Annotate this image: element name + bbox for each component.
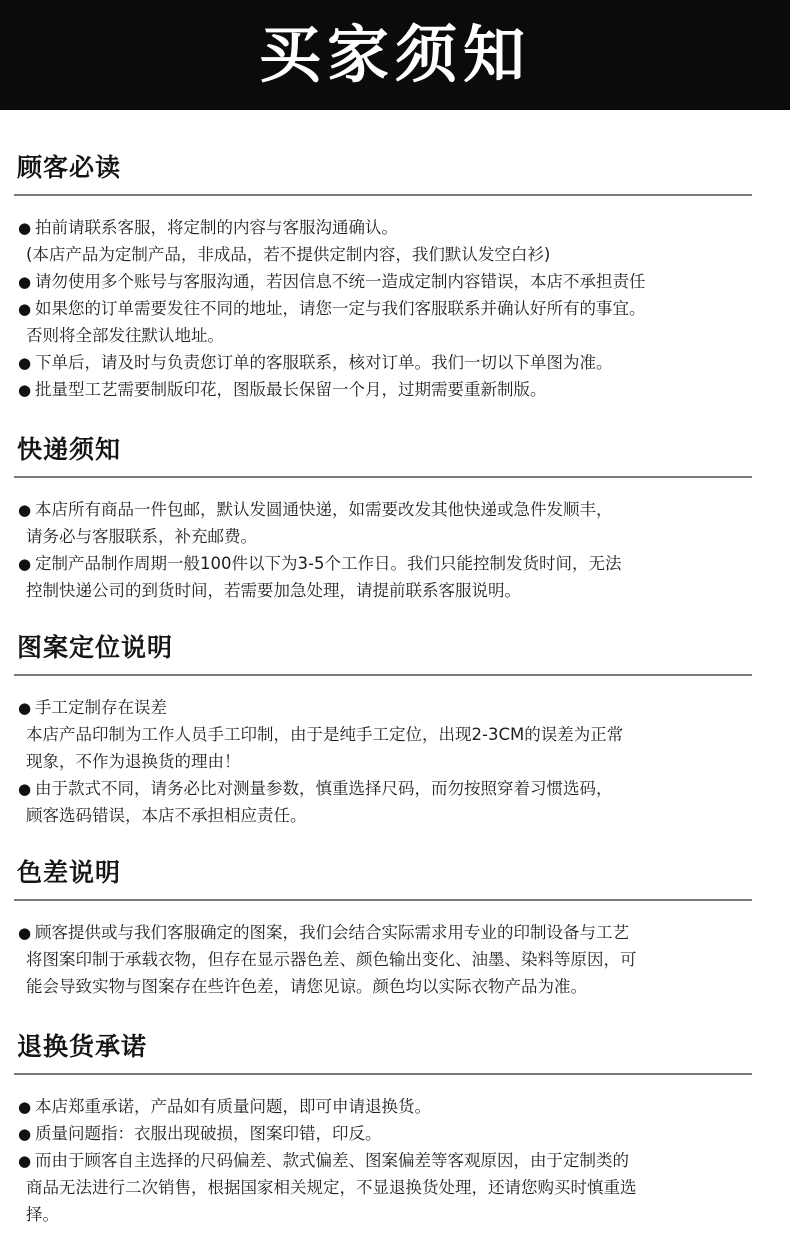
continuation-line: (本店产品为定制产品，非成品，若不提供定制内容，我们默认发空白衫) [26,245,551,264]
section-color-difference [0,857,790,1007]
section-lines [18,214,778,403]
bullet-dot-icon: ● [18,924,32,942]
header-banner [0,0,790,110]
bullet-line: ● 如果您的订单需要发往不同的地址，请您一定与我们客服联系并确认好所有的事宜。 [18,295,778,322]
continuation-line: 否则将全部发往默认地址。 [26,326,224,345]
bullet-line: ● 顾客提供或与我们客服确定的图案，我们会结合实际需求用专业的印制设备与工艺 [18,919,778,946]
bullet-line: ● 质量问题指：衣服出现破损，图案印错，印反。 [18,1120,778,1147]
section-divider [14,1073,752,1075]
section-return-promise [0,1031,790,1246]
continuation-line: 商品无法进行二次销售，根据国家相关规定，不显退换货处理，还请您购买时慎重选 [26,1178,637,1197]
page-title: 买家须知 [258,18,531,91]
section-divider [14,899,752,901]
continuation-line: 现象，不作为退换货的理由！ [26,752,241,771]
section-title: 色差说明 [17,858,122,887]
bullet-dot-icon: ● [18,699,32,717]
bullet-line: ● 批量型工艺需要制版印花，图版最长保留一个月，过期需要重新制版。 [18,376,778,403]
bullet-dot-icon: ● [18,501,32,519]
bullet-line: ● 而由于顾客自主选择的尺码偏差、款式偏差、图案偏差等客观原因，由于定制类的 [18,1147,778,1174]
section-customer-must-read [0,152,790,402]
bullet-dot-icon: ● [18,1125,32,1143]
section-lines [18,1093,778,1228]
bullet-line: ● 手工定制存在误差 [18,694,778,721]
continuation-line: 顾客选码错误，本店不承担相应责任。 [26,806,307,825]
bullet-dot-icon: ● [18,381,32,399]
bullet-line: ● 定制产品制作周期一般100件以下为3-5个工作日。我们只能控制发货时间，无法 [18,550,778,577]
bullet-line: ● 请勿使用多个账号与客服沟通，若因信息不统一造成定制内容错误，本店不承担责任 [18,268,778,295]
section-pattern-positioning [0,632,790,832]
section-lines [18,694,778,829]
section-title: 图案定位说明 [17,633,174,662]
bullet-line: ● 由于款式不同，请务必比对测量参数，慎重选择尺码，而勿按照穿着习惯选码， [18,775,778,802]
bullet-line: ● 拍前请联系客服，将定制的内容与客服沟通确认。 [18,214,778,241]
bullet-dot-icon: ● [18,780,32,798]
continuation-line: 将图案印制于承载衣物，但存在显示器色差、颜色输出变化、油墨、染料等原因，可 [26,950,637,969]
bullet-dot-icon: ● [18,1098,32,1116]
section-lines [18,919,778,1000]
section-lines [18,496,778,604]
bullet-dot-icon: ● [18,354,32,372]
section-title: 顾客必读 [17,153,122,182]
bullet-dot-icon: ● [18,555,32,573]
bullet-line: ● 本店所有商品一件包邮，默认发圆通快递，如需要改发其他快递或急件发顺丰， [18,496,778,523]
bullet-line: ● 本店郑重承诺，产品如有质量问题，即可申请退换货。 [18,1093,778,1120]
bullet-dot-icon: ● [18,300,32,318]
continuation-line: 请务必与客服联系，补充邮费。 [26,527,257,546]
section-title: 快递须知 [17,435,122,464]
continuation-line: 本店产品印制为工作人员手工印制，由于是纯手工定位，出现2-3CM的误差为正常 [26,725,624,744]
bullet-line: ● 下单后，请及时与负责您订单的客服联系，核对订单。我们一切以下单图为准。 [18,349,778,376]
section-divider [14,476,752,478]
bullet-dot-icon: ● [18,1152,32,1170]
continuation-line: 控制快递公司的到货时间，若需要加急处理，请提前联系客服说明。 [26,581,521,600]
section-divider [14,674,752,676]
bullet-dot-icon: ● [18,273,32,291]
bullet-dot-icon: ● [18,219,32,237]
continuation-line: 择。 [26,1205,59,1224]
continuation-line: 能会导致实物与图案存在些许色差，请您见谅。颜色均以实际衣物产品为准。 [26,977,587,996]
section-shipping-notice [0,434,790,604]
section-divider [14,194,752,196]
section-title: 退换货承诺 [17,1032,148,1061]
